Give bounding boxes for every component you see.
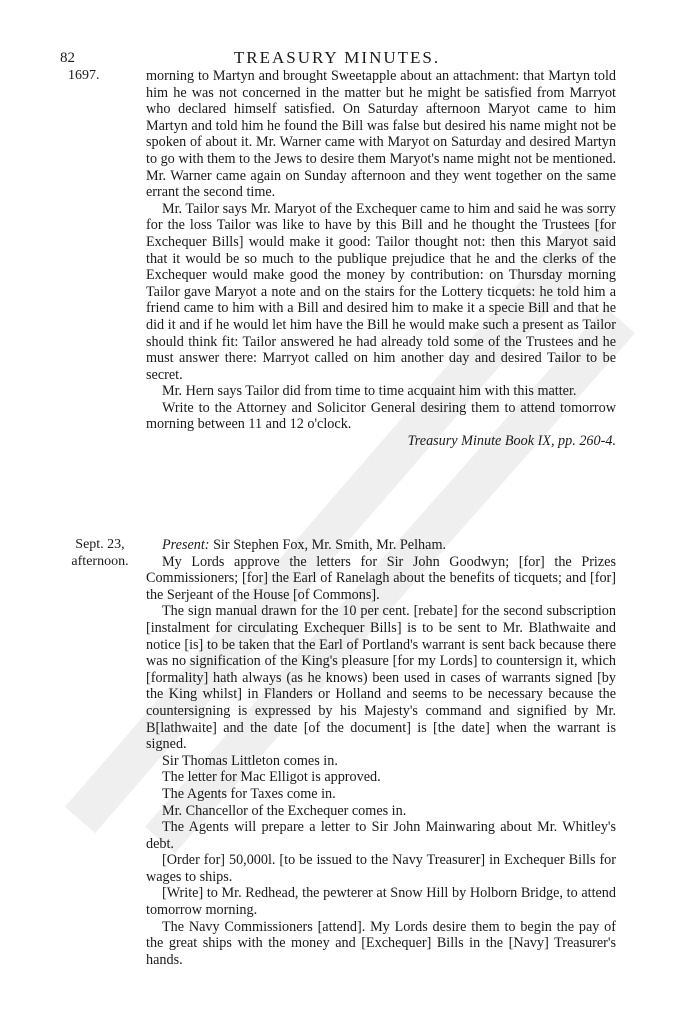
- paragraph: Write to the Attorney and Solicitor General desiring them to attend tomorrow morning between 11 and 12 o'clock.: [146, 399, 616, 433]
- paragraph: The Agents for Taxes come in.: [162, 785, 336, 802]
- margin-date: [60, 537, 140, 570]
- date-line: afternoon.: [71, 553, 129, 569]
- section-2: [146, 537, 616, 968]
- present-label: Present:: [162, 537, 210, 553]
- paragraph: The Agents will prepare a letter to Sir John Mainwaring about Mr. Whitley's debt.: [146, 819, 616, 852]
- citation: Treasury Minute Book IX, pp. 260-4.: [407, 433, 616, 450]
- page-number: 82: [60, 50, 75, 66]
- running-title: TREASURY MINUTES.: [233, 48, 441, 67]
- paragraph: [Write] to Mr. Redhead, the pewterer at Snow Hill by Holborn Bridge, to attend tomorrow morning.: [146, 885, 616, 919]
- paragraph: My Lords approve the letters for Sir John Goodwyn; [for] the Prizes Commissioners; [for] the Earl of Ranelagh about the benefits of ticquets; and [for] the Serjeant of the House [of Commons].: [146, 553, 616, 603]
- paragraph: Mr. Hern says Tailor did from time to time acquaint him with this matter.: [162, 383, 577, 400]
- paragraph: morning to Martyn and brought Sweetapple about an attachment: that Martyn told him he was not concerned in the matter but he might be satisfied from Marryot who declared himself satisfied. On Saturday afternoon Maryot came to him Martyn and told him he found the Bill was false but desired his name might not be spoken of about it. Mr. Warner came with Maryot on Saturday and desired Martyn to go with them to the Jews to desire them Maryot's name might not be mentioned. Mr. Warner came again on Sunday afternoon and they went together on the same errant the second time.: [146, 68, 616, 201]
- date-line: Sept. 23,: [75, 537, 125, 552]
- present-line: [146, 537, 616, 554]
- paragraph: The letter for Mac Elligot is approved.: [162, 769, 381, 786]
- paragraph: The sign manual drawn for the 10 per cent. [rebate] for the second subscription [instalment for circulating Exchequer Bills] is to be sent to Mr. Blathwaite and notice [is] to be taken that the Earl of Portland's warrant is sent back because there was no signification of the King's pleasure [for my Lords] to countersign it, which [formality] hath always (as he knows) been used in cases of warrants signed [by the King whilst] in Flanders or Holland and seems to be necessary because the countersigning is expressed by his Majesty's command and signified by Mr. B[lathwaite] and the date [of the document] is [the date] when the warrant is signed.: [146, 603, 616, 753]
- paragraph: Sir Thomas Littleton comes in.: [162, 752, 338, 769]
- present-names: Sir Stephen Fox, Mr. Smith, Mr. Pelham.: [213, 537, 447, 553]
- margin-year: 1697.: [68, 68, 100, 83]
- paragraph: [Order for] 50,000l. [to be issued to the Navy Treasurer] in Exchequer Bills for wages to ships.: [146, 852, 616, 885]
- paragraph: Mr. Chancellor of the Exchequer comes in.: [162, 802, 407, 819]
- paragraph: Mr. Tailor says Mr. Maryot of the Exchequer came to him and said he was sorry for the loss Tailor was like to have by this Bill and he thought the Trustees [for Exchequer Bills] would make it good: Tailor thought not: then this Maryot said that it would be so much to the publique prejudice that he and the clerks of the Exchequer would make good the money by contribution: on Thursday morning Tailor gave Maryot a note and on the stairs for the Lottery ticquets: he told him a friend came to him with a Bill and desired him to make it a specie Bill and that he did it and if he would let him have the Bill he would make such a present as Tailor should think fit: Tailor answered he had already told some of the Trustees and he must answer there: Marryot called on him another day and desired Tailor to be secret.: [146, 200, 616, 383]
- section-1: [146, 68, 616, 450]
- paragraph: The Navy Commissioners [attend]. My Lords desire them to begin the pay of the great ships with the money and [Exchequer] Bills in the [Navy] Treasurer's hands.: [146, 918, 616, 968]
